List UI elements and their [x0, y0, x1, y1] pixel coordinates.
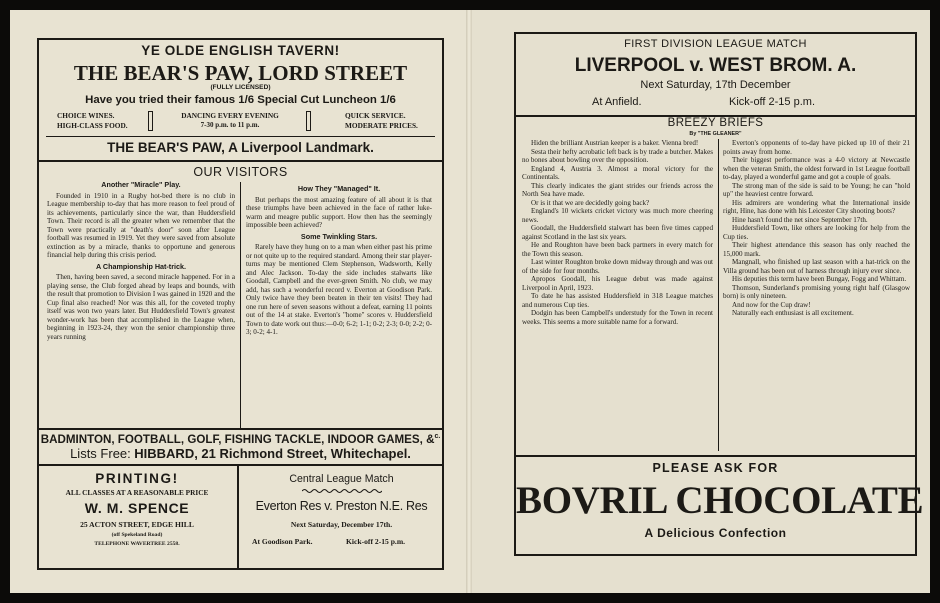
briefs-column-rule	[718, 139, 719, 451]
fixture-kickoff: Kick-off 2-15 p.m.	[729, 96, 815, 108]
article-paragraph: Apropos Goodall, his League debut was made against Liverpool in April, 1923.	[522, 275, 713, 292]
hibbard-line-1-inner	[41, 433, 441, 445]
bovril-ask: PLEASE ASK FOR	[652, 461, 779, 475]
tavern-lunch: Have you tried their famous 1/6 Special Cut Luncheon 1/6	[85, 94, 396, 106]
article-paragraph: Mangnall, who finished up last season with a hat-trick on the Villa ground has been out of harness through injury ever since.	[723, 258, 910, 275]
article-paragraph: Sesta their hefty acrobatic left back is by trade a butcher. Makes no bones about bowling over the opposition.	[522, 147, 713, 164]
article-paragraph: Then, having been saved, a second miracle happened. For in a playing sense, the Club forged ahead by leaps and bounds, with the result that promotion to Division I was gained in 1920 and the Cup final also reached! Nor was this all, for the coveted trophy itself was won two years later. But Huddersfield Town's greatest wonder-work has been that accomplished in the League when, beginning in 1923-24, they won the senior championship three years running	[47, 273, 235, 341]
hibbard-line-2	[37, 447, 444, 462]
article-paragraph: Dodgin has been Campbell's understudy for the Town in recent weeks. This seems a more suitable name for a forward.	[522, 309, 713, 326]
central-kickoff: Kick-off 2-15 p.m.	[346, 537, 406, 546]
tavern-right-2: MODERATE PRICES.	[345, 121, 418, 130]
briefs-heading: BREEZY BRIEFS	[667, 117, 764, 129]
fixture-venue: At Anfield.	[592, 96, 642, 108]
article-subheading: How They "Managed" It.	[297, 184, 381, 193]
fixture-teams: LIVERPOOL v. WEST BROM. A.	[574, 55, 857, 76]
central-heading: Central League Match	[289, 473, 394, 485]
article-paragraph: Or is it that we are decidedly going back?	[531, 198, 650, 207]
section-rule-hibbard	[37, 428, 444, 430]
tavern-divider-right	[306, 111, 311, 131]
article-paragraph: But perhaps the most amazing feature of all about it is that these triumphs have been achieved in the face of rather luke-warm and meagre public support. How then has the seemingly impossible been achieved?	[246, 195, 432, 229]
article-paragraph: England 4, Austria 3. Almost a moral victory for the Continentals.	[522, 164, 713, 181]
tavern-name: THE BEAR'S PAW, LORD STREET	[73, 61, 408, 85]
article-subheading: Another "Miracle" Play.	[101, 180, 181, 189]
article-paragraph: Last winter Roughton broke down midway through and was out of the side for four months.	[522, 258, 713, 275]
fixture-date: Next Saturday, 17th December	[640, 79, 791, 91]
article-paragraph: England's 10 wickets cricket victory was much more cheering news.	[522, 207, 713, 224]
article-paragraph: Their biggest performance was a 4-0 victory at Newcastle when the veteran Smith, the oldest forward in 1st League football to-day, played a wonderful game and got a couple of goals.	[723, 156, 910, 181]
visitors-left-column	[47, 178, 235, 341]
central-date: Next Saturday, December 17th.	[290, 520, 393, 529]
tavern-mid-2: 7-30 p.m. to 11 p.m.	[200, 121, 260, 129]
tavern-kicker: YE OLDE ENGLISH TAVERN!	[141, 43, 340, 58]
article-paragraph: Hiden the brilliant Austrian keeper is a baker. Vienna bred!	[531, 139, 699, 147]
central-teams	[239, 500, 444, 513]
article-paragraph: Everton's opponents of to-day have picked up 10 of their 21 points away from home.	[723, 139, 910, 156]
article-paragraph: Naturally each enthusiast is all excitement.	[732, 309, 854, 317]
central-venue: At Goodison Park.	[252, 537, 313, 546]
section-rule-bottom	[37, 464, 444, 466]
briefs-byline: By "THE GLEANER"	[689, 131, 742, 137]
briefs-left-column	[522, 139, 713, 326]
tavern-mid-1: DANCING EVERY EVENING	[181, 111, 279, 120]
article-paragraph: Goodall, the Huddersfield stalwart has been five times capped against Scotland in the last six years.	[522, 224, 713, 241]
page-gutter	[466, 10, 472, 593]
central-wavy-rule	[302, 488, 382, 494]
printing-phone: TELEPHONE WAVERTREE 2558.	[94, 541, 180, 547]
briefs-right-column	[723, 139, 910, 318]
fixture-heading: FIRST DIVISION LEAGUE MATCH	[624, 38, 807, 50]
printing-address: 25 ACTON STREET, EDGE HILL	[80, 520, 194, 529]
article-subheading: Some Twinkling Stars.	[300, 231, 378, 241]
tavern-rule	[46, 136, 435, 137]
visitors-heading: OUR VISITORS	[193, 165, 288, 179]
article-paragraph: Thomson, Sunderland's promising young right half (Glasgow born) is only nineteen.	[723, 283, 910, 300]
tavern-landmark: THE BEAR'S PAW, A Liverpool Landmark.	[107, 140, 374, 155]
article-paragraph: Huddersfield Town, like others are looking for help from the Cup ties.	[723, 224, 910, 241]
article-paragraph: Hine hasn't found the net since September 17th.	[732, 215, 868, 224]
central-teams-inner: Everton Res v. Preston N.E. Res	[255, 499, 428, 513]
visitors-right-column	[246, 182, 432, 337]
article-paragraph: Founded in 1910 in a Rugby hot-bed there is no club in League membership to-day that has more reason to feel proud of its achievements, particularly since the war, than Huddersfield Town. Their record is all the greater when we remember that the Town were practically at "death's door" soon after League football was resumed in 1919. Yet they were saved from absolute extinction as by a miracle, thanks to opportune and generous financial help during this crisis period.	[47, 191, 235, 259]
article-paragraph: To date he has assisted Huddersfield in 318 League matches and numerous Cup ties.	[522, 292, 713, 309]
hibbard-address: HIBBARD, 21 Richmond Street, Whitechapel.	[134, 446, 411, 461]
hibbard-products: BADMINTON, FOOTBALL, GOLF, FISHING TACKLE, INDOOR GAMES, &	[40, 432, 435, 446]
bovril-rule	[514, 455, 917, 457]
article-paragraph: Their highest attendance this season has only reached the 15,000 mark.	[723, 241, 910, 258]
tavern-divider-left	[148, 111, 153, 131]
visitors-column-rule	[240, 182, 241, 428]
hibbard-sup: c.	[434, 433, 441, 440]
printing-note: (off Spekeland Road)	[111, 532, 163, 538]
hibbard-line-1	[37, 433, 444, 445]
article-paragraph: This clearly indicates the giant strides our friends across the North Sea have made.	[522, 181, 713, 198]
tavern-left-1: CHOICE WINES.	[57, 111, 115, 120]
hibbard-prefix: Lists Free:	[70, 446, 131, 461]
article-paragraph: He and Roughton have been back partners in every match for the Town this season.	[522, 241, 713, 258]
tavern-licensed: (FULLY LICENSED)	[210, 84, 271, 91]
section-rule-visitors	[37, 160, 444, 162]
article-paragraph: And now for the Cup draw!	[732, 300, 811, 309]
tavern-left-2: HIGH-CLASS FOOD.	[57, 121, 128, 130]
tavern-right-1: QUICK SERVICE.	[345, 111, 406, 120]
bovril-tagline: A Delicious Confection	[644, 526, 787, 540]
bovril-brand: BOVRIL CHOCOLATE	[516, 479, 924, 522]
printing-heading: PRINTING!	[95, 471, 179, 486]
article-paragraph: His deputies this term have been Bungay, Fogg and Whittam.	[732, 275, 907, 283]
article-paragraph: Rarely have they hung on to a man when either past his prime or not quite up to the required standard. Among their star player-turns may be mentioned Clem Stephenson, Wadsworth, Kelly and Alec Jackson. To-day the side includes stalwarts like Goodall, Campbell and the ever-green Smith. No club, we may add, has such a wonderful record v. Everton at Goodison Park. Only twice have they been beaten in their ten visits! They had one run here of seven seasons without a defeat, earning 11 points out of the 14 at stake. Everton's "home" scores v. Huddersfield Town to date work out thus:—0-0; 6-2; 1-1; 0-2; 2-3; 0-0; 2-2; 0-3; 0-2; 4-1.	[246, 243, 432, 336]
article-subheading: A Championship Hat-trick.	[96, 261, 186, 271]
printing-sub: ALL CLASSES AT A REASONABLE PRICE	[65, 488, 209, 497]
printing-name: W. M. SPENCE	[84, 500, 190, 516]
article-paragraph: His admirers are wondering what the International inside right, Hine, has done with his Leicester City shooting boots?	[723, 198, 910, 215]
article-paragraph: The strong man of the side is said to be Young; he can "hold up" the heaviest centre forward.	[723, 181, 910, 198]
